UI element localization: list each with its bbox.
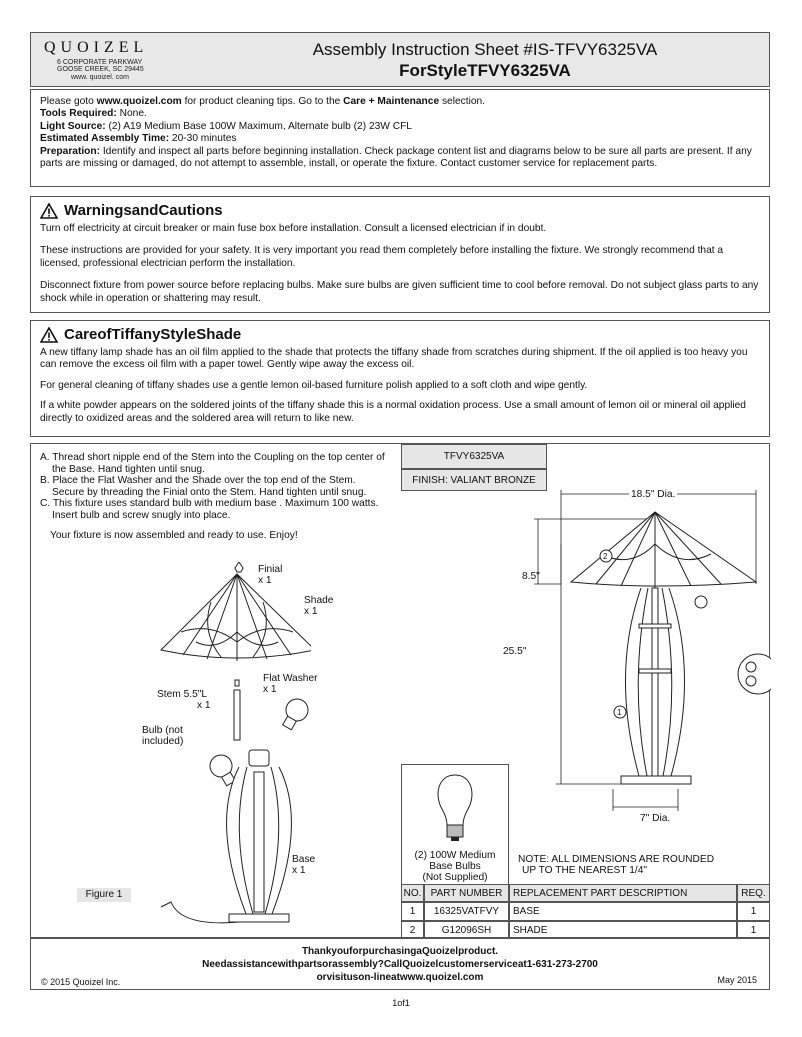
dimension-drawing — [501, 484, 771, 829]
address-line-2: GOOSE CREEK, SC 29445 — [57, 66, 144, 73]
shade-diameter: 18.5" Dia. — [631, 489, 676, 500]
stem-label: Stem 5.5"L — [157, 689, 208, 700]
table-cell: 2 — [401, 921, 424, 939]
document-header — [30, 32, 770, 87]
page-title: Assembly Instruction Sheet #IS-TFVY6325VA — [312, 40, 658, 59]
warning-icon — [40, 327, 58, 343]
care-maintenance-text: Care + Maintenance — [343, 96, 440, 107]
intro-section — [30, 89, 770, 187]
bulb-box — [401, 764, 509, 886]
stem-drawing — [234, 680, 240, 740]
warnings-heading — [40, 203, 760, 219]
intro-text: selection. — [439, 96, 485, 107]
warning-paragraph: These instructions are provided for your safety. It is very important you read them completely before installing the fixture. We strongly recommend that a licensed, professional electrician perform the installation. — [40, 245, 724, 269]
finial-label: Finial — [258, 564, 283, 575]
warning-paragraph: Disconnect fixture from power source before replacing bulbs. Make sure bulbs are given sufficient time to cool before removal. Do not subject glass parts to any shock while in operation or shattering may result. — [40, 280, 759, 304]
bulb-caption-2: Base Bulbs — [429, 861, 481, 872]
bulb-label: Bulb (not — [142, 725, 183, 736]
assembly-section — [30, 443, 770, 938]
care-title: CareofTiffanyStyleShade — [64, 325, 242, 343]
assembly-time — [40, 133, 760, 145]
copyright-text: 2015 Quoizel Inc. — [50, 977, 121, 987]
bulb-icon — [430, 773, 480, 843]
table-cell: SHADE — [509, 921, 737, 939]
intro-text: Please goto — [40, 96, 97, 107]
dimension-note-2: UP TO THE NEAREST 1/4" — [522, 865, 647, 876]
base-label: Base — [292, 854, 316, 865]
care-heading — [40, 327, 760, 343]
base-diameter: 7" Dia. — [640, 813, 671, 824]
switch-detail — [738, 654, 771, 694]
care-paragraph: A new tiffany lamp shade has an oil film applied to the shade that protects the tiffany shade from scratches during shipment. If the oil applied is too heavy you can remove the excess oil film with a paper towel. Gently wipe away the excess oil. — [40, 347, 748, 371]
address-website: www. quoizel. com — [71, 74, 129, 81]
model-number: TFVY6325VA — [401, 444, 547, 469]
table-header: REPLACEMENT PART DESCRIPTION — [509, 884, 737, 902]
callout-1-number: 1 — [617, 708, 622, 717]
finial-qty: x 1 — [258, 575, 272, 586]
table-cell: 16325VATFVY — [424, 902, 509, 921]
document-date: May 2015 — [717, 975, 757, 985]
warning-icon — [40, 203, 58, 219]
assembly-steps — [40, 452, 390, 541]
step-b: B. Place the Flat Washer and the Shade over the top end of the Stem. Secure by threading the Finial onto the Stem. Hand tighten until snug. — [40, 475, 367, 498]
light-label: Light Source: — [40, 120, 106, 132]
page-subtitle: ForStyleTFVY6325VA — [399, 61, 571, 80]
copyright — [41, 977, 120, 987]
website-link[interactable]: www.quoizel.com — [96, 96, 182, 107]
table-header: PART NUMBER — [424, 884, 509, 902]
footer — [30, 938, 770, 990]
intro-line-1 — [40, 96, 760, 108]
table-cell: 1 — [737, 902, 770, 921]
footer-thanks: ThankyouforpurchasingaQuoizelproduct. — [301, 946, 499, 957]
table-cell: G12096SH — [424, 921, 509, 939]
light-source — [40, 121, 760, 133]
warning-paragraph: Turn off electricity at circuit breaker or main fuse box before installation. Consult a licensed electrician if in doubt. — [40, 223, 547, 234]
flat-washer-label: Flat Washer — [263, 673, 318, 684]
flat-washer-qty: x 1 — [263, 684, 277, 695]
bulb-caption-1: (2) 100W Medium — [414, 850, 496, 861]
base-qty: x 1 — [292, 865, 306, 876]
footer-website: orvisituson-lineatwww.quoizel.com — [316, 972, 484, 983]
table-cell: 1 — [737, 921, 770, 939]
time-value: 20-30 minutes — [169, 133, 237, 145]
bulb-label-2: included) — [142, 736, 184, 747]
prep-label: Preparation: — [40, 145, 101, 157]
table-header: NO. — [401, 884, 424, 902]
step-done: Your fixture is now assembled and ready to use. Enjoy! — [50, 529, 298, 541]
shade-height: 8.5" — [522, 571, 540, 582]
shade-drawing — [161, 574, 311, 661]
bulb-caption-3: (Not Supplied) — [422, 872, 488, 883]
time-label: Estimated Assembly Time: — [40, 133, 170, 145]
tools-required — [40, 108, 760, 120]
total-height: 25.5" — [503, 646, 527, 657]
tools-label: Tools Required: — [40, 108, 117, 120]
lamp-base-drawing — [621, 588, 707, 784]
tools-value: None. — [116, 108, 147, 120]
warnings-section — [30, 196, 770, 313]
bulb-drawing-right — [277, 695, 311, 733]
intro-text: for product cleaning tips. Go to the — [181, 96, 344, 107]
table-cell: BASE — [509, 902, 737, 921]
quoizel-logo: QUOIZEL — [44, 39, 149, 56]
dimension-note: NOTE: ALL DIMENSIONS ARE ROUNDED — [518, 854, 715, 865]
step-c: C. This fixture uses standard bulb with medium base . Maximum 100 watts. Insert bulb and screw snugly into place. — [40, 498, 379, 521]
footer-assistance: Needassistancewithpartsorassembly?CallQuoizelcustomerserviceat1-631-273-2700 — [202, 959, 598, 970]
exploded-diagram — [111, 562, 311, 932]
light-value: (2) A19 Medium Base 100W Maximum, Alternate bulb (2) 23W CFL — [105, 120, 412, 132]
address-line-1: 6 CORPORATE PARKWAY — [57, 59, 143, 66]
finish-label: FINISH: VALIANT BRONZE — [401, 469, 547, 491]
stem-qty: x 1 — [197, 700, 211, 711]
finial-drawing — [235, 562, 243, 572]
callout-2-number: 2 — [603, 552, 608, 561]
page-number: 1of1 — [392, 998, 410, 1008]
table-header: REQ. — [737, 884, 770, 902]
care-paragraph: If a white powder appears on the soldered joints of the tiffany shade this is a normal oxidation process. Use a small amount of lemon oil or mineral oil applied directly to oxidized areas and the soldered area will return to like new. — [40, 400, 746, 424]
warnings-title: WarningsandCautions — [64, 201, 223, 219]
step-a: A. Thread short nipple end of the Stem into the Coupling on the top center of the Base. Hand tighten until snug. — [40, 452, 385, 475]
table-cell: 1 — [401, 902, 424, 921]
lamp-shade-drawing — [571, 512, 756, 588]
care-section — [30, 320, 770, 437]
shade-qty: x 1 — [304, 606, 318, 617]
shade-label: Shade — [304, 595, 334, 606]
preparation — [40, 146, 760, 171]
copyright-icon: © — [41, 977, 48, 987]
figure-label: Figure 1 — [77, 888, 131, 902]
care-paragraph: For general cleaning of tiffany shades use a gentle lemon oil-based furniture polish applied to a soft cloth and wipe gently. — [40, 379, 588, 391]
prep-value: Identify and inspect all parts before beginning installation. Check package content list and diagrams below to be sure all parts are present. If any parts are missing or damaged, do not attempt to assemble, install, or operate the fixture. Contact customer service for replacement parts. — [40, 145, 752, 170]
